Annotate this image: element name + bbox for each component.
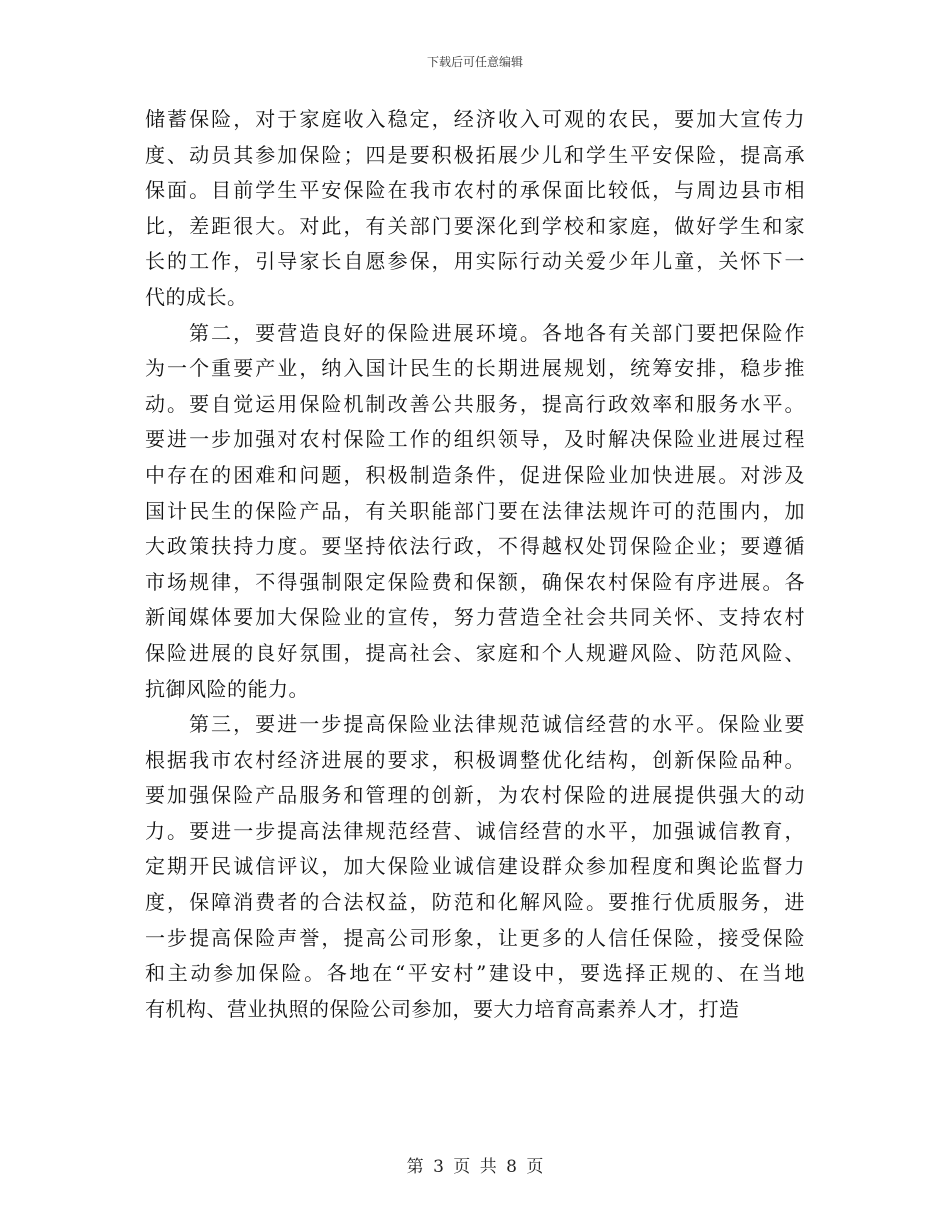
page-number: 第 3 页 共 8 页 [406, 1157, 544, 1177]
text-line: 保险进展的良好氛围，提高社会、家庭和个人规避风险、防范风险、 [145, 640, 805, 665]
text-line: 比，差距很大。对此，有关部门要深化到学校和家庭，做好学生和家 [145, 213, 805, 238]
text-line: 中存在的困难和问题，积极制造条件，促进保险业加快进展。对涉及 [145, 462, 805, 487]
text-line: 第二，要营造良好的保险进展环境。各地各有关部门要把保险作 [189, 320, 805, 345]
text-line: 度、动员其参加保险；四是要积极拓展少儿和学生平安保险，提高承 [145, 142, 805, 167]
text-line: 有机构、营业执照的保险公司参加，要大力培育高素养人才，打造 [145, 996, 740, 1021]
text-line: 第三，要进一步提高保险业法律规范诚信经营的水平。保险业要 [189, 712, 805, 737]
text-line: 代的成长。 [145, 284, 248, 309]
text-line: 定期开民诚信评议，加大保险业诚信建设群众参加程度和舆论监督力 [145, 854, 805, 879]
text-line: 长的工作，引导家长自愿参保，用实际行动关爱少年儿童，关怀下一 [145, 249, 805, 274]
text-line: 储蓄保险，对于家庭收入稳定，经济收入可观的农民，要加大宣传力 [145, 107, 805, 131]
text-line: 和主动参加保险。各地在“平安村”建设中，要选择正规的、在当地 [145, 961, 805, 986]
text-line: 国计民生的保险产品，有关职能部门要在法律法规许可的范围内，加 [145, 498, 805, 523]
text-line: 度，保障消费者的合法权益，防范和化解风险。要推行优质服务，进 [145, 890, 805, 915]
text-line: 保面。目前学生平安保险在我市农村的承保面比较低，与周边县市相 [145, 178, 805, 203]
text-line: 市场规律，不得强制限定保险费和保额，确保农村保险有序进展。各 [145, 569, 805, 594]
text-line: 一步提高保险声誉，提高公司形象，让更多的人信任保险，接受保险 [145, 925, 805, 950]
text-line: 抗御风险的能力。 [145, 676, 309, 701]
document-body [145, 102, 805, 1027]
text-line: 根据我市农村经济进展的要求，积极调整优化结构，创新保险品种。 [145, 747, 805, 772]
header-note: 下载后可任意编辑 [426, 55, 523, 69]
text-line: 动。要自觉运用保险机制改善公共服务，提高行政效率和服务水平。 [145, 391, 805, 416]
text-line: 力。要进一步提高法律规范经营、诚信经营的水平，加强诚信教育， [145, 818, 805, 843]
text-line: 为一个重要产业，纳入国计民生的长期进展规划，统筹安排，稳步推 [145, 356, 805, 381]
text-line: 要加强保险产品服务和管理的创新，为农村保险的进展提供强大的动 [145, 783, 805, 808]
text-line: 大政策扶持力度。要坚持依法行政，不得越权处罚保险企业；要遵循 [145, 534, 805, 559]
text-line: 新闻媒体要加大保险业的宣传，努力营造全社会共同关怀、支持农村 [145, 605, 805, 630]
text-line: 要进一步加强对农村保险工作的组织领导，及时解决保险业进展过程 [145, 427, 805, 452]
